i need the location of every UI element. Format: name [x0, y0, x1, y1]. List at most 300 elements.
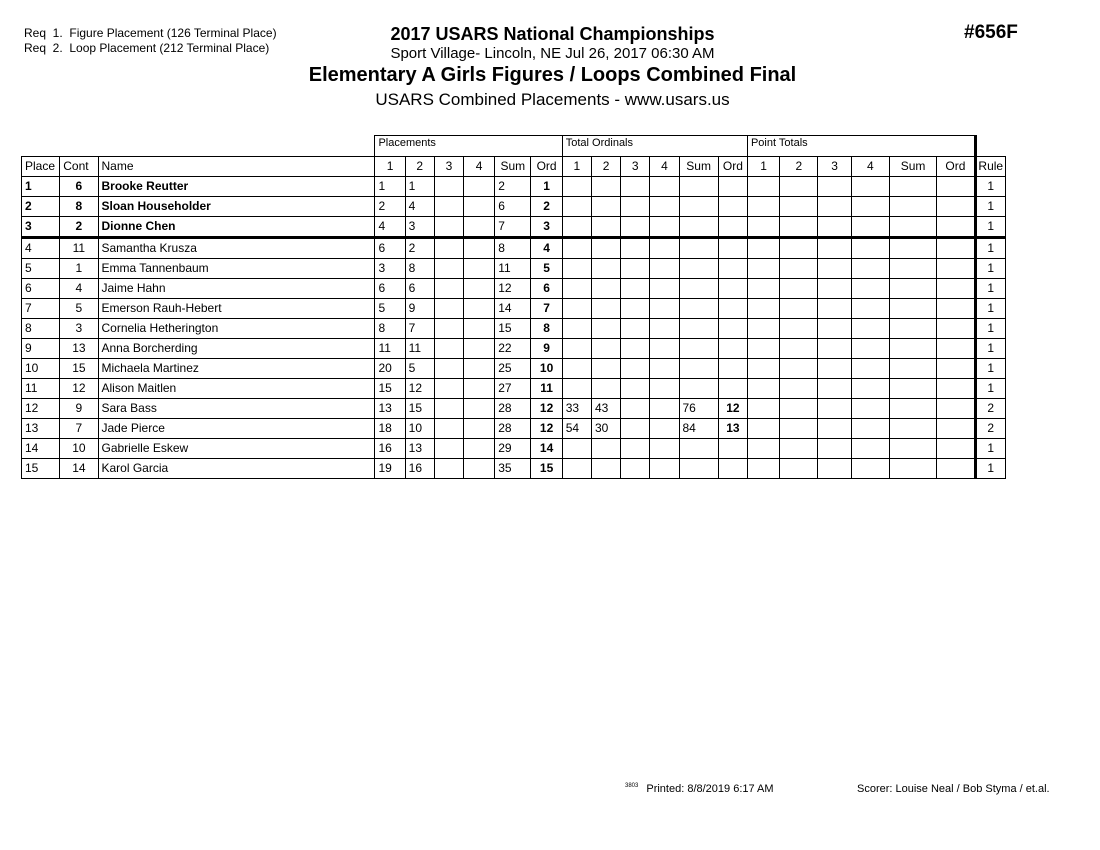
cell-2-16 [780, 459, 818, 479]
cell-sum-7: 15 [495, 319, 531, 339]
cell-ord-20 [937, 238, 975, 259]
cell-2-4: 12 [405, 379, 434, 399]
cell-3-5 [434, 339, 463, 359]
cell-2-4: 6 [405, 279, 434, 299]
cell-cont-1: 12 [60, 379, 98, 399]
cell-1-3: 20 [375, 359, 405, 379]
cell-1-15 [747, 299, 779, 319]
cell-4-12 [650, 319, 679, 339]
cell-ord-14: 12 [718, 399, 747, 419]
cell-ord-14 [718, 279, 747, 299]
cell-rule-21: 1 [975, 459, 1005, 479]
cell-1-3: 3 [375, 259, 405, 279]
cell-ord-8: 2 [531, 197, 562, 217]
cell-1-3: 2 [375, 197, 405, 217]
cell-sum-19 [889, 439, 936, 459]
cell-1-3: 11 [375, 339, 405, 359]
cell-2-10 [591, 319, 620, 339]
column-header-13: Sum [679, 157, 718, 177]
cell-cont-1: 2 [60, 217, 98, 238]
cell-sum-19 [889, 197, 936, 217]
cell-4-6 [464, 259, 495, 279]
cell-sum-13 [679, 379, 718, 399]
cell-ord-8: 15 [531, 459, 562, 479]
cell-ord-14 [718, 238, 747, 259]
cell-4-18 [851, 399, 889, 419]
table-row [22, 419, 1006, 439]
cell-3-17 [818, 299, 851, 319]
cell-3-5 [434, 279, 463, 299]
event-number: #656F [964, 22, 1018, 43]
cell-cont-1: 3 [60, 319, 98, 339]
cell-4-6 [464, 299, 495, 319]
table-row [22, 439, 1006, 459]
cell-sum-13: 84 [679, 419, 718, 439]
cell-rule-21: 1 [975, 177, 1005, 197]
cell-cont-1: 4 [60, 279, 98, 299]
cell-cont-1: 6 [60, 177, 98, 197]
cell-1-3: 5 [375, 299, 405, 319]
cell-1-9 [562, 177, 591, 197]
table-row [22, 238, 1006, 259]
cell-2-4: 16 [405, 459, 434, 479]
cell-rule-21: 1 [975, 379, 1005, 399]
cell-4-6 [464, 217, 495, 238]
cell-cont-1: 9 [60, 399, 98, 419]
cell-4-12 [650, 217, 679, 238]
cell-3-5 [434, 399, 463, 419]
group-point-totals: Point Totals [747, 136, 975, 157]
cell-sum-13: 76 [679, 399, 718, 419]
cell-2-16 [780, 238, 818, 259]
print-mark: 3803 [625, 783, 639, 789]
table-row [22, 217, 1006, 238]
cell-3-5 [434, 359, 463, 379]
column-header-21: Rule [975, 157, 1005, 177]
cell-1-15 [747, 197, 779, 217]
cell-sum-19 [889, 177, 936, 197]
cell-ord-20 [937, 299, 975, 319]
cell-ord-14 [718, 359, 747, 379]
cell-1-15 [747, 359, 779, 379]
cell-sum-13 [679, 217, 718, 238]
cell-2-4: 5 [405, 359, 434, 379]
cell-3-5 [434, 459, 463, 479]
cell-rule-21: 2 [975, 419, 1005, 439]
cell-sum-19 [889, 259, 936, 279]
cell-2-10 [591, 359, 620, 379]
cell-name-2: Samantha Krusza [98, 238, 375, 259]
column-header-4: 2 [405, 157, 434, 177]
cell-4-6 [464, 359, 495, 379]
cell-ord-14: 13 [718, 419, 747, 439]
cell-sum-19 [889, 459, 936, 479]
cell-1-9 [562, 279, 591, 299]
cell-2-10 [591, 439, 620, 459]
cell-3-11 [621, 419, 650, 439]
cell-4-12 [650, 399, 679, 419]
cell-4-18 [851, 217, 889, 238]
venue-date: Sport Village- Lincoln, NE Jul 26, 2017 06:30 AM [390, 45, 715, 62]
cell-sum-19 [889, 217, 936, 238]
cell-1-15 [747, 319, 779, 339]
cell-name-2: Sara Bass [98, 399, 375, 419]
cell-1-9 [562, 217, 591, 238]
cell-1-9 [562, 197, 591, 217]
cell-ord-14 [718, 339, 747, 359]
cell-1-3: 1 [375, 177, 405, 197]
cell-3-5 [434, 197, 463, 217]
cell-name-2: Emma Tannenbaum [98, 259, 375, 279]
cell-1-3: 6 [375, 279, 405, 299]
cell-ord-20 [937, 379, 975, 399]
cell-name-2: Brooke Reutter [98, 177, 375, 197]
cell-name-2: Dionne Chen [98, 217, 375, 238]
cell-4-18 [851, 197, 889, 217]
cell-2-10: 30 [591, 419, 620, 439]
column-header-0: Place [22, 157, 60, 177]
cell-3-17 [818, 359, 851, 379]
cell-2-16 [780, 299, 818, 319]
cell-place-0: 3 [22, 217, 60, 238]
cell-sum-13 [679, 238, 718, 259]
cell-ord-20 [937, 459, 975, 479]
cell-4-6 [464, 279, 495, 299]
cell-name-2: Michaela Martinez [98, 359, 375, 379]
group-total-ordinals: Total Ordinals [562, 136, 747, 157]
cell-2-10 [591, 197, 620, 217]
cell-3-5 [434, 379, 463, 399]
cell-4-6 [464, 459, 495, 479]
table-row [22, 399, 1006, 419]
cell-4-6 [464, 439, 495, 459]
table-row [22, 177, 1006, 197]
cell-rule-21: 1 [975, 339, 1005, 359]
cell-2-10 [591, 177, 620, 197]
cell-2-4: 9 [405, 299, 434, 319]
cell-3-11 [621, 217, 650, 238]
cell-1-9 [562, 299, 591, 319]
cell-ord-20 [937, 419, 975, 439]
column-header-11: 3 [621, 157, 650, 177]
cell-ord-8: 6 [531, 279, 562, 299]
cell-2-4: 10 [405, 419, 434, 439]
cell-sum-7: 12 [495, 279, 531, 299]
cell-name-2: Gabrielle Eskew [98, 439, 375, 459]
cell-ord-8: 10 [531, 359, 562, 379]
cell-4-18 [851, 259, 889, 279]
cell-4-6 [464, 379, 495, 399]
cell-4-6 [464, 419, 495, 439]
cell-3-17 [818, 339, 851, 359]
cell-4-6 [464, 197, 495, 217]
requirement-1: Req 1. Figure Placement (126 Terminal Place) [24, 26, 277, 40]
cell-ord-14 [718, 197, 747, 217]
cell-ord-14 [718, 459, 747, 479]
cell-1-15 [747, 279, 779, 299]
cell-1-9 [562, 259, 591, 279]
cell-sum-19 [889, 319, 936, 339]
cell-2-4: 13 [405, 439, 434, 459]
cell-place-0: 15 [22, 459, 60, 479]
cell-3-5 [434, 319, 463, 339]
cell-3-17 [818, 439, 851, 459]
cell-2-16 [780, 259, 818, 279]
cell-sum-7: 28 [495, 399, 531, 419]
cell-sum-19 [889, 238, 936, 259]
cell-3-17 [818, 279, 851, 299]
cell-4-6 [464, 238, 495, 259]
cell-2-16 [780, 177, 818, 197]
cell-3-11 [621, 459, 650, 479]
cell-place-0: 10 [22, 359, 60, 379]
cell-1-3: 19 [375, 459, 405, 479]
cell-2-16 [780, 319, 818, 339]
requirement-2: Req 2. Loop Placement (212 Terminal Place) [24, 41, 270, 55]
cell-ord-8: 4 [531, 238, 562, 259]
results-body [22, 177, 1006, 479]
cell-4-12 [650, 459, 679, 479]
column-header-3: 1 [375, 157, 405, 177]
cell-name-2: Karol Garcia [98, 459, 375, 479]
cell-sum-19 [889, 399, 936, 419]
cell-place-0: 11 [22, 379, 60, 399]
cell-3-5 [434, 177, 463, 197]
cell-1-9 [562, 379, 591, 399]
group-header-row [22, 136, 1006, 157]
cell-1-9 [562, 459, 591, 479]
cell-2-16 [780, 359, 818, 379]
cell-ord-20 [937, 197, 975, 217]
cell-1-15 [747, 459, 779, 479]
cell-rule-21: 1 [975, 238, 1005, 259]
cell-sum-19 [889, 379, 936, 399]
cell-ord-14 [718, 217, 747, 238]
cell-4-12 [650, 439, 679, 459]
cell-place-0: 13 [22, 419, 60, 439]
cell-4-12 [650, 359, 679, 379]
cell-4-12 [650, 259, 679, 279]
table-row [22, 319, 1006, 339]
cell-ord-8: 9 [531, 339, 562, 359]
cell-2-4: 15 [405, 399, 434, 419]
cell-name-2: Cornelia Hetherington [98, 319, 375, 339]
cell-3-11 [621, 299, 650, 319]
cell-1-15 [747, 217, 779, 238]
cell-1-3: 16 [375, 439, 405, 459]
cell-ord-20 [937, 359, 975, 379]
cell-name-2: Sloan Householder [98, 197, 375, 217]
cell-1-3: 13 [375, 399, 405, 419]
cell-place-0: 9 [22, 339, 60, 359]
cell-3-5 [434, 217, 463, 238]
cell-ord-14 [718, 259, 747, 279]
cell-sum-13 [679, 197, 718, 217]
cell-sum-13 [679, 177, 718, 197]
cell-ord-14 [718, 319, 747, 339]
cell-sum-13 [679, 459, 718, 479]
cell-place-0: 8 [22, 319, 60, 339]
cell-2-16 [780, 217, 818, 238]
cell-cont-1: 1 [60, 259, 98, 279]
cell-1-15 [747, 439, 779, 459]
cell-ord-8: 8 [531, 319, 562, 339]
cell-4-12 [650, 379, 679, 399]
cell-place-0: 5 [22, 259, 60, 279]
cell-2-10 [591, 459, 620, 479]
cell-2-10 [591, 238, 620, 259]
cell-sum-7: 22 [495, 339, 531, 359]
column-header-14: Ord [718, 157, 747, 177]
cell-2-4: 2 [405, 238, 434, 259]
cell-sum-7: 11 [495, 259, 531, 279]
cell-ord-8: 1 [531, 177, 562, 197]
cell-sum-7: 8 [495, 238, 531, 259]
cell-2-4: 3 [405, 217, 434, 238]
cell-2-4: 7 [405, 319, 434, 339]
cell-2-16 [780, 339, 818, 359]
cell-rule-21: 1 [975, 359, 1005, 379]
cell-2-10 [591, 259, 620, 279]
cell-rule-21: 1 [975, 197, 1005, 217]
cell-sum-7: 14 [495, 299, 531, 319]
results-table [21, 135, 1006, 479]
cell-name-2: Alison Maitlen [98, 379, 375, 399]
column-header-12: 4 [650, 157, 679, 177]
cell-4-12 [650, 197, 679, 217]
cell-sum-13 [679, 359, 718, 379]
table-row [22, 359, 1006, 379]
cell-sum-19 [889, 359, 936, 379]
cell-cont-1: 15 [60, 359, 98, 379]
cell-sum-19 [889, 419, 936, 439]
championship-title: 2017 USARS National Championships [390, 24, 715, 44]
cell-3-17 [818, 259, 851, 279]
cell-3-11 [621, 279, 650, 299]
column-header-17: 3 [818, 157, 851, 177]
table-row [22, 279, 1006, 299]
cell-sum-13 [679, 259, 718, 279]
cell-ord-8: 5 [531, 259, 562, 279]
cell-2-10 [591, 279, 620, 299]
cell-1-3: 8 [375, 319, 405, 339]
cell-rule-21: 1 [975, 319, 1005, 339]
cell-3-17 [818, 238, 851, 259]
cell-ord-8: 11 [531, 379, 562, 399]
printed-stamp [625, 783, 774, 795]
cell-3-11 [621, 399, 650, 419]
cell-sum-7: 2 [495, 177, 531, 197]
cell-4-18 [851, 279, 889, 299]
cell-cont-1: 8 [60, 197, 98, 217]
cell-place-0: 2 [22, 197, 60, 217]
cell-place-0: 12 [22, 399, 60, 419]
cell-2-16 [780, 399, 818, 419]
cell-rule-21: 1 [975, 259, 1005, 279]
cell-name-2: Emerson Rauh-Hebert [98, 299, 375, 319]
cell-3-17 [818, 399, 851, 419]
cell-3-17 [818, 177, 851, 197]
column-header-19: Sum [889, 157, 936, 177]
cell-4-18 [851, 439, 889, 459]
group-placements: Placements [375, 136, 562, 157]
event-title: Elementary A Girls Figures / Loops Combined Final [308, 64, 797, 86]
cell-1-9 [562, 439, 591, 459]
cell-3-11 [621, 238, 650, 259]
column-header-10: 2 [591, 157, 620, 177]
cell-sum-13 [679, 299, 718, 319]
cell-3-17 [818, 419, 851, 439]
cell-rule-21: 1 [975, 279, 1005, 299]
column-header-9: 1 [562, 157, 591, 177]
column-header-7: Sum [495, 157, 531, 177]
table-row [22, 197, 1006, 217]
cell-1-9 [562, 339, 591, 359]
cell-ord-8: 12 [531, 419, 562, 439]
cell-1-9: 54 [562, 419, 591, 439]
cell-cont-1: 13 [60, 339, 98, 359]
table-row [22, 379, 1006, 399]
cell-4-18 [851, 339, 889, 359]
cell-3-5 [434, 238, 463, 259]
cell-2-16 [780, 419, 818, 439]
cell-sum-7: 29 [495, 439, 531, 459]
cell-ord-20 [937, 439, 975, 459]
cell-ord-8: 7 [531, 299, 562, 319]
cell-rule-21: 1 [975, 299, 1005, 319]
cell-3-11 [621, 359, 650, 379]
cell-2-16 [780, 197, 818, 217]
cell-2-4: 1 [405, 177, 434, 197]
column-header-18: 4 [851, 157, 889, 177]
cell-3-17 [818, 379, 851, 399]
cell-sum-13 [679, 319, 718, 339]
cell-2-16 [780, 279, 818, 299]
cell-3-11 [621, 439, 650, 459]
cell-4-6 [464, 319, 495, 339]
cell-ord-20 [937, 279, 975, 299]
cell-4-6 [464, 399, 495, 419]
cell-4-18 [851, 319, 889, 339]
cell-3-11 [621, 319, 650, 339]
cell-ord-14 [718, 439, 747, 459]
cell-rule-21: 2 [975, 399, 1005, 419]
cell-place-0: 6 [22, 279, 60, 299]
cell-sum-13 [679, 339, 718, 359]
column-header-5: 3 [434, 157, 463, 177]
cell-ord-14 [718, 379, 747, 399]
cell-sum-7: 27 [495, 379, 531, 399]
cell-1-9 [562, 319, 591, 339]
scorer-credit: Scorer: Louise Neal / Bob Styma / et.al. [857, 783, 1050, 795]
cell-ord-14 [718, 299, 747, 319]
cell-3-5 [434, 259, 463, 279]
cell-1-9 [562, 359, 591, 379]
cell-4-6 [464, 177, 495, 197]
cell-4-12 [650, 238, 679, 259]
cell-4-12 [650, 177, 679, 197]
cell-4-18 [851, 238, 889, 259]
cell-ord-20 [937, 399, 975, 419]
cell-4-18 [851, 359, 889, 379]
column-header-6: 4 [464, 157, 495, 177]
cell-sum-7: 7 [495, 217, 531, 238]
cell-4-12 [650, 279, 679, 299]
cell-1-15 [747, 177, 779, 197]
cell-3-5 [434, 419, 463, 439]
placement-subtitle: USARS Combined Placements - www.usars.us [375, 90, 730, 109]
cell-place-0: 4 [22, 238, 60, 259]
